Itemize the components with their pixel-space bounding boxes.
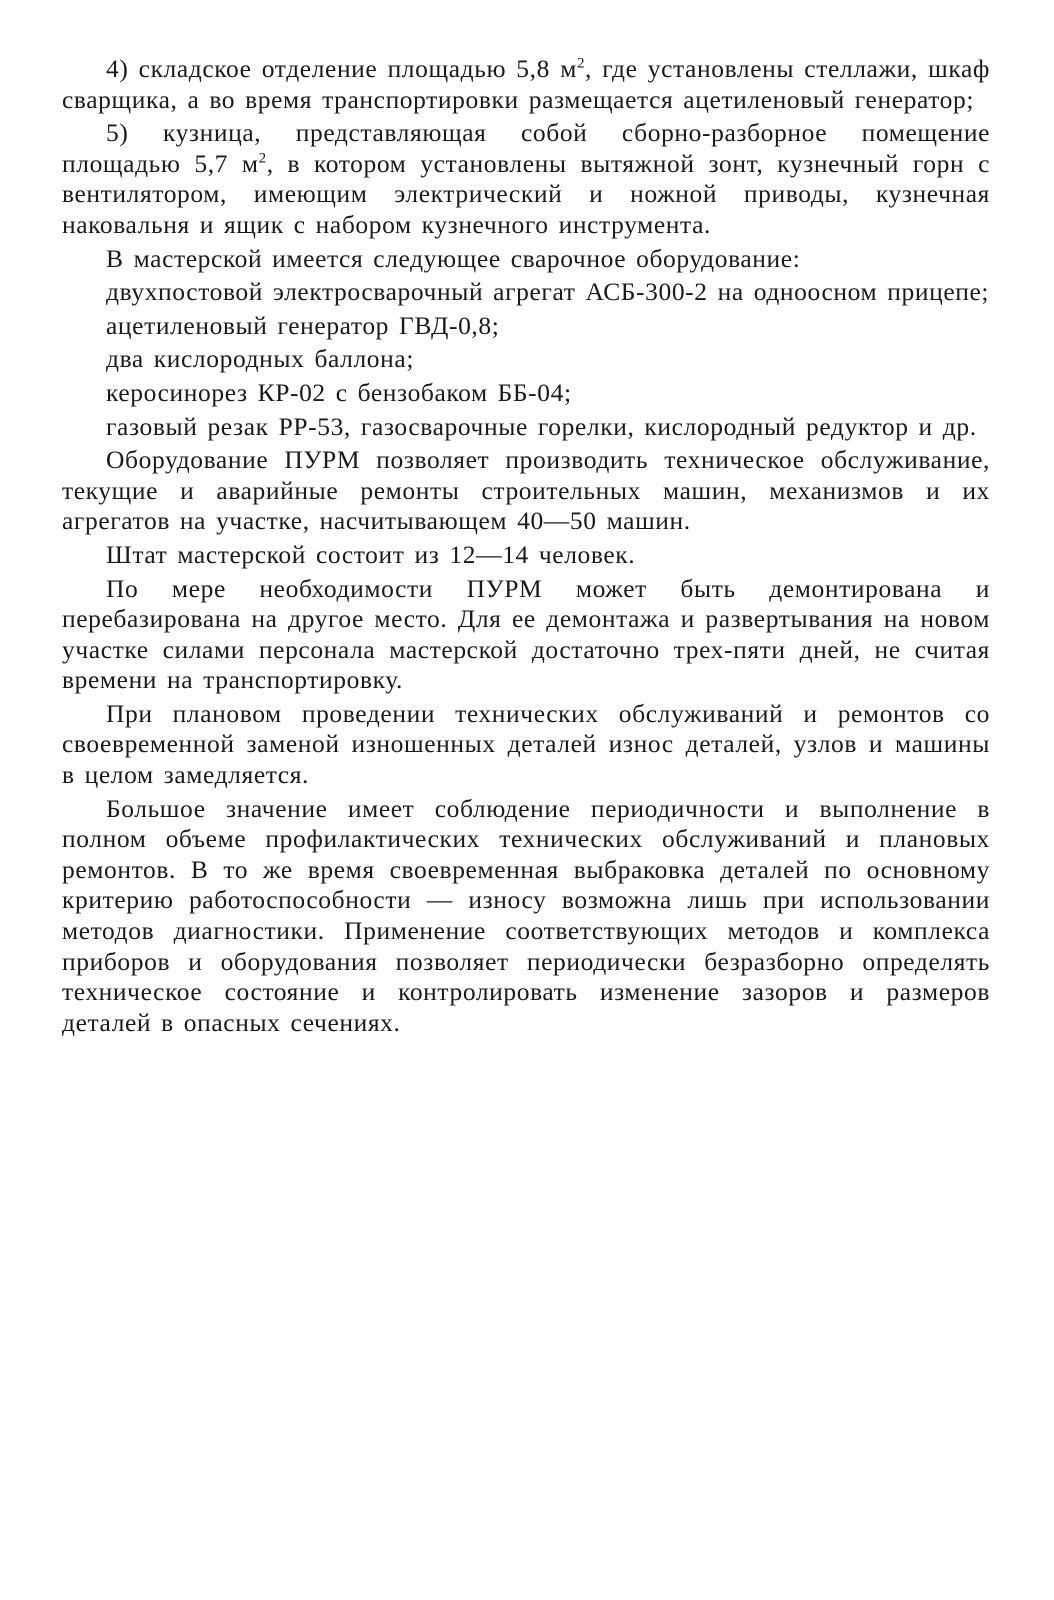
- paragraph-planned-maintenance: При плановом проведении технических обслуживаний и ремонтов со своевременной заменой изношенных деталей износ деталей, узлов и машины в целом замедляется.: [62, 698, 990, 790]
- paragraph-forge: [62, 118, 990, 240]
- paragraph-text: 5) кузница, представляющая собой сборно-разборное помещение площадью 5,7 м: [62, 118, 990, 178]
- paragraph-text: 4) складское отделение площадью 5,8 м: [106, 54, 577, 83]
- list-item-gas-cutter: газовый резак РР-53, газосварочные горелки, кислородный редуктор и др.: [106, 411, 977, 441]
- document-page: [62, 54, 990, 1041]
- paragraph-relocation: По мере необходимости ПУРМ может быть демонтирована и перебазирована на другое место. Для ее демонтажа и развертывания на новом участке силами персонала мастерской достаточно трех-пяти дней, не считая времени на транспортировку.: [62, 573, 990, 695]
- paragraph-diagnostics: Большое значение имеет соблюдение периодичности и выполнение в полном объеме профилактических технических обслуживаний и плановых ремонтов. В то же время своевременная выбраковка деталей по основному критерию работоспособности — износу возможна лишь при использовании методов диагностики. Применение соответствующих методов и комплекса приборов и оборудования позволяет периодически безразборно определять техническое состояние и контролировать изменение зазоров и размеров деталей в опасных сечениях.: [62, 793, 990, 1037]
- list-item-acetylene-generator: ацетиленовый генератор ГВД-0,8;: [106, 310, 500, 340]
- superscript: 2: [258, 150, 267, 167]
- list-item-oxygen-cylinders: два кислородных баллона;: [106, 344, 415, 374]
- list-item-kerosene-cutter: керосинорез КР-02 с бензобаком ББ-04;: [106, 377, 572, 407]
- paragraph-equipment-capability: Оборудование ПУРМ позволяет производить техническое обслуживание, текущие и аварийные ремонты строительных машин, механизмов и их агрегатов на участке, насчитывающем 40—50 машин.: [62, 445, 990, 536]
- paragraph-welding-intro: В мастерской имеется следующее сварочное оборудование:: [106, 243, 801, 273]
- list-item-welding-unit: двухпостовой электросварочный агрегат АСБ-300-2 на одноосном прицепе;: [106, 277, 990, 307]
- paragraph-text: , в котором установлены вытяжной зонт, кузнечный горн с вентилятором, имеющим электрический и ножной приводы, кузнечная наковальня и ящик с набором кузнечного инструмента.: [62, 148, 990, 239]
- paragraph-staff: Штат мастерской состоит из 12—14 человек.: [106, 539, 636, 569]
- paragraph-text: , где установлены стеллажи, шкаф сварщика, а во время транспортировки размещается ацетиленовый генератор;: [62, 54, 990, 114]
- paragraph-storage-room: [62, 54, 990, 115]
- superscript: 2: [576, 55, 586, 72]
